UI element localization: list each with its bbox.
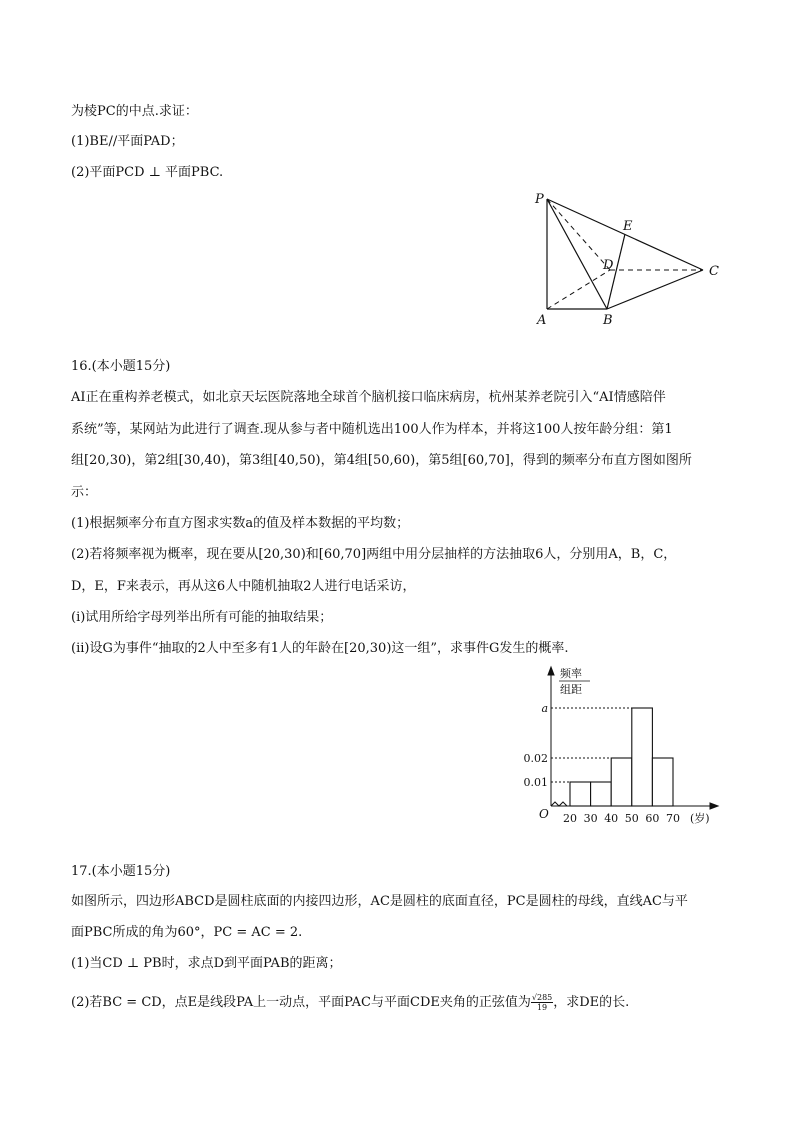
edge-PD-hidden bbox=[547, 199, 610, 270]
pyramid-figure bbox=[528, 188, 728, 330]
q16-para-line1: AI正在重构养老模式，如北京天坛医院落地全球首个脑机接口临床病房，杭州某养老院引入“AI情感陪伴 bbox=[71, 390, 666, 405]
frequency-histogram bbox=[518, 665, 728, 830]
ylabel-numerator: 频率 bbox=[560, 667, 582, 680]
axis-break-mark bbox=[551, 802, 567, 806]
q17-sub2 bbox=[71, 993, 629, 1012]
origin-label: O bbox=[539, 807, 549, 821]
q17-sub2-text-post: ，求DE的长. bbox=[553, 995, 630, 1010]
x-tick-label-70: 70 bbox=[666, 812, 680, 825]
q16-para-line2: 系统”等，某网站为此进行了调查.现从参与者中随机选出100人作为样本，并将这100人按年龄分组：第1 bbox=[71, 422, 673, 437]
fraction-numerator: √285 bbox=[531, 993, 553, 1002]
label-D: D bbox=[603, 258, 614, 273]
q16-sub2-line1: (2)若将频率视为概率，现在要从[20,30)和[60,70]两组中用分层抽样的方法抽取6人，分别用A，B，C， bbox=[71, 547, 677, 562]
histogram-bar-2 bbox=[591, 782, 612, 806]
q17-sub2-text-pre: (2)若BC = CD，点E是线段PA上一动点，平面PAC与平面CDE夹角的正弦值为 bbox=[71, 995, 531, 1010]
q17-sub1: (1)当CD ⊥ PB时，求点D到平面PAB的距离； bbox=[71, 956, 342, 971]
q15-intro: 为棱PC的中点.求证： bbox=[71, 104, 198, 119]
q17-para-line1: 如图所示，四边形ABCD是圆柱底面的内接四边形，AC是圆柱的底面直径，PC是圆柱的母线，直线AC与平 bbox=[71, 894, 688, 909]
x-axis-arrow bbox=[710, 803, 718, 809]
q16-para-line4: 示： bbox=[71, 485, 98, 500]
label-B: B bbox=[603, 313, 613, 328]
y-tick-label-3: a bbox=[541, 702, 548, 715]
q16-sub2-i: (i)试用所给字母列举出所有可能的抽取结果； bbox=[71, 610, 333, 625]
x-tick-label-50: 50 bbox=[624, 812, 639, 825]
edge-AD-hidden bbox=[547, 270, 610, 309]
fraction-denominator: 19 bbox=[536, 1003, 548, 1012]
y-tick-label-2: 0.02 bbox=[523, 752, 548, 765]
edge-BC bbox=[607, 270, 703, 309]
x-tick-label-40: 40 bbox=[604, 812, 619, 825]
label-E: E bbox=[623, 219, 633, 234]
histogram-bar-1 bbox=[570, 782, 591, 806]
ylabel-denominator: 组距 bbox=[560, 683, 582, 696]
x-tick-label-20: 20 bbox=[563, 812, 577, 825]
q16-sub2-line2: D，E，F来表示，再从这6人中随机抽取2人进行电话采访， bbox=[71, 579, 416, 594]
label-P: P bbox=[535, 192, 544, 207]
label-A: A bbox=[537, 313, 547, 328]
histogram-bar-4 bbox=[632, 708, 653, 806]
q16-sub1: (1)根据频率分布直方图求实数a的值及样本数据的平均数； bbox=[71, 516, 410, 531]
x-axis-label: (岁) bbox=[690, 812, 710, 825]
q16-sub2-ii: (ii)设G为事件“抽取的2人中至多有1人的年龄在[20,30)这一组”，求事件G发生的概率. bbox=[71, 641, 569, 656]
histogram-bar-5 bbox=[652, 758, 673, 806]
edge-PB bbox=[547, 199, 607, 309]
q15-part2: (2)平面PCD ⊥ 平面PBC. bbox=[71, 165, 224, 180]
histogram-bar-3 bbox=[611, 758, 632, 806]
q16-para-line3: 组[20,30)，第2组[30,40)，第3组[40,50)，第4组[50,60)，第5组[60,70]，得到的频率分布直方图如图所 bbox=[71, 453, 692, 468]
y-axis-arrow bbox=[548, 667, 554, 675]
x-tick-label-30: 30 bbox=[583, 812, 598, 825]
y-tick-label-1: 0.01 bbox=[523, 776, 548, 789]
q17-para-line2: 面PBC所成的角为60°，PC = AC = 2. bbox=[71, 925, 303, 940]
q15-part1: (1)BE//平面PAD； bbox=[71, 134, 184, 149]
q16-header: 16.(本小题15分) bbox=[71, 359, 171, 374]
q17-header: 17.(本小题15分) bbox=[71, 864, 171, 879]
sine-value-fraction bbox=[531, 993, 553, 1012]
label-C: C bbox=[709, 264, 719, 279]
x-tick-label-60: 60 bbox=[645, 812, 660, 825]
